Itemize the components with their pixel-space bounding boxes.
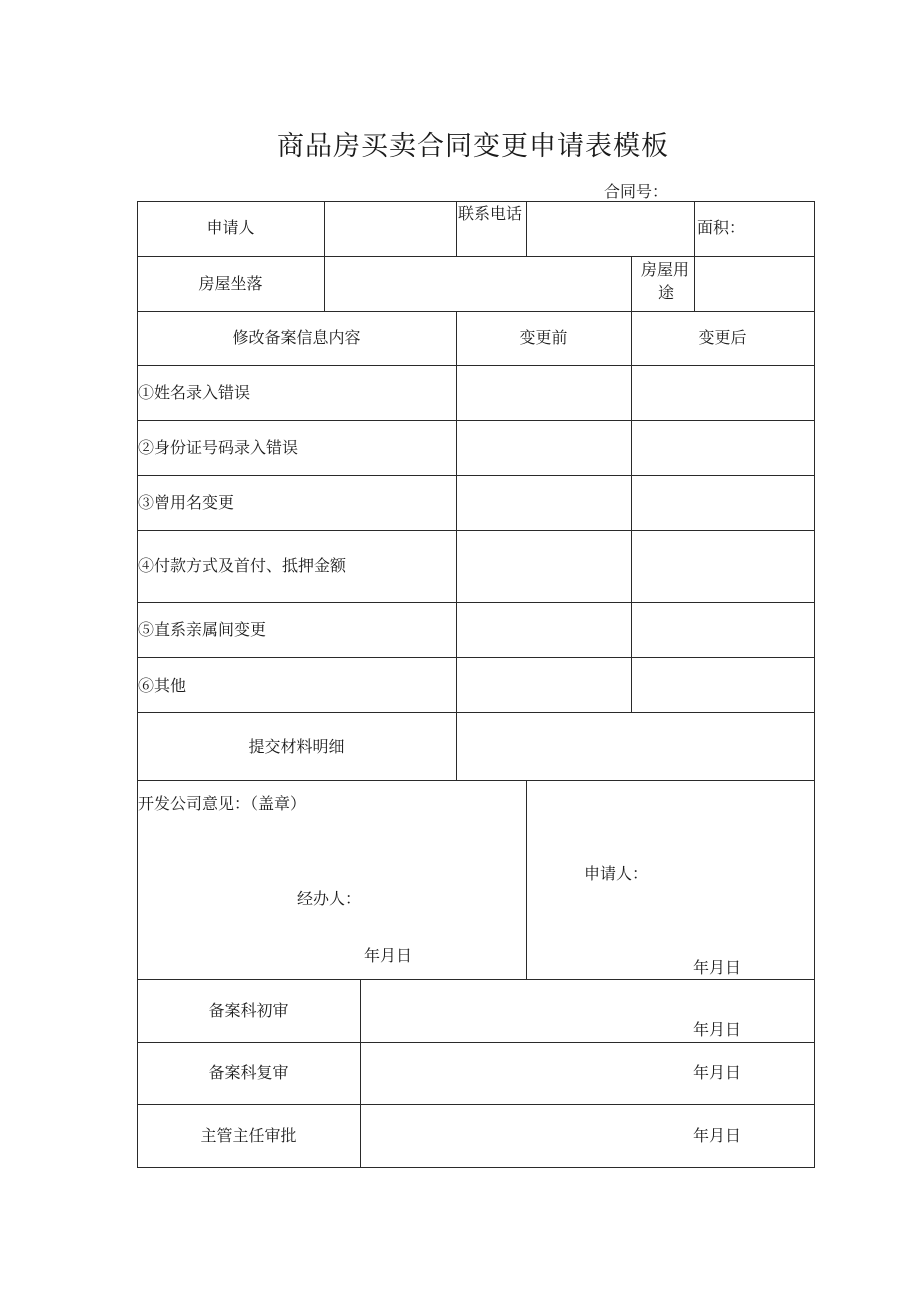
usage-label-line2: 途 — [658, 283, 675, 302]
developer-date: 年月日 — [364, 946, 413, 965]
materials-label: 提交材料明细 — [248, 737, 345, 756]
director-approval-date: 年月日 — [693, 1126, 742, 1145]
after-header: 变更后 — [698, 328, 747, 347]
col-line — [526, 780, 527, 979]
initial-review-date: 年月日 — [693, 1020, 742, 1039]
col-line — [456, 311, 457, 780]
item-name-error: ①姓名录入错误 — [138, 383, 251, 402]
item-id-error: ②身份证号码录入错误 — [138, 438, 299, 457]
item-other: ⑥其他 — [138, 676, 187, 695]
row-line — [137, 530, 815, 531]
row-line — [137, 1042, 815, 1043]
location-label: 房屋坐落 — [198, 274, 263, 293]
border-right — [814, 201, 815, 1168]
second-review-date: 年月日 — [693, 1063, 742, 1082]
item-relatives: ⑤直系亲属间变更 — [138, 620, 267, 639]
before-header: 变更前 — [519, 328, 568, 347]
col-line — [694, 201, 695, 256]
row-line — [137, 1104, 815, 1105]
director-approval-label: 主管主任审批 — [200, 1126, 297, 1145]
developer-opinion-label: 开发公司意见：（盖章） — [138, 794, 307, 813]
row-line — [137, 657, 815, 658]
phone-label: 联系电话 — [458, 204, 523, 223]
item-former-name: ③曾用名变更 — [138, 493, 235, 512]
row-line — [137, 602, 815, 603]
row-line — [137, 979, 815, 980]
contract-number-label: 合同号： — [604, 182, 669, 201]
location-value[interactable] — [325, 257, 630, 310]
col-line — [631, 256, 632, 311]
row-line — [137, 365, 815, 366]
applicant-label: 申请人 — [206, 218, 255, 237]
item-payment: ④付款方式及首付、抵押金额 — [138, 556, 347, 575]
col-line — [360, 979, 361, 1167]
document-title: 商品房买卖合同变更申请表模板 — [277, 131, 669, 162]
usage-value[interactable] — [695, 257, 813, 310]
applicant-value[interactable] — [325, 202, 455, 255]
content-header: 修改备案信息内容 — [232, 328, 361, 347]
row-line — [137, 201, 815, 202]
col-line — [631, 311, 632, 712]
area-label: 面积： — [697, 218, 746, 237]
usage-label-line1: 房屋用 — [641, 260, 690, 279]
row-line — [137, 475, 815, 476]
applicant-signature-label: 申请人： — [584, 864, 649, 883]
row-line — [137, 1167, 815, 1168]
row-line — [137, 420, 815, 421]
col-line — [456, 201, 457, 256]
materials-value[interactable] — [457, 713, 813, 779]
second-review-label: 备案科复审 — [208, 1063, 289, 1082]
row-line — [137, 311, 815, 312]
row-line — [137, 780, 815, 781]
handler-label: 经办人： — [297, 889, 362, 908]
applicant-signature-date: 年月日 — [693, 958, 742, 977]
phone-value[interactable] — [527, 202, 693, 255]
initial-review-label: 备案科初审 — [208, 1001, 289, 1020]
